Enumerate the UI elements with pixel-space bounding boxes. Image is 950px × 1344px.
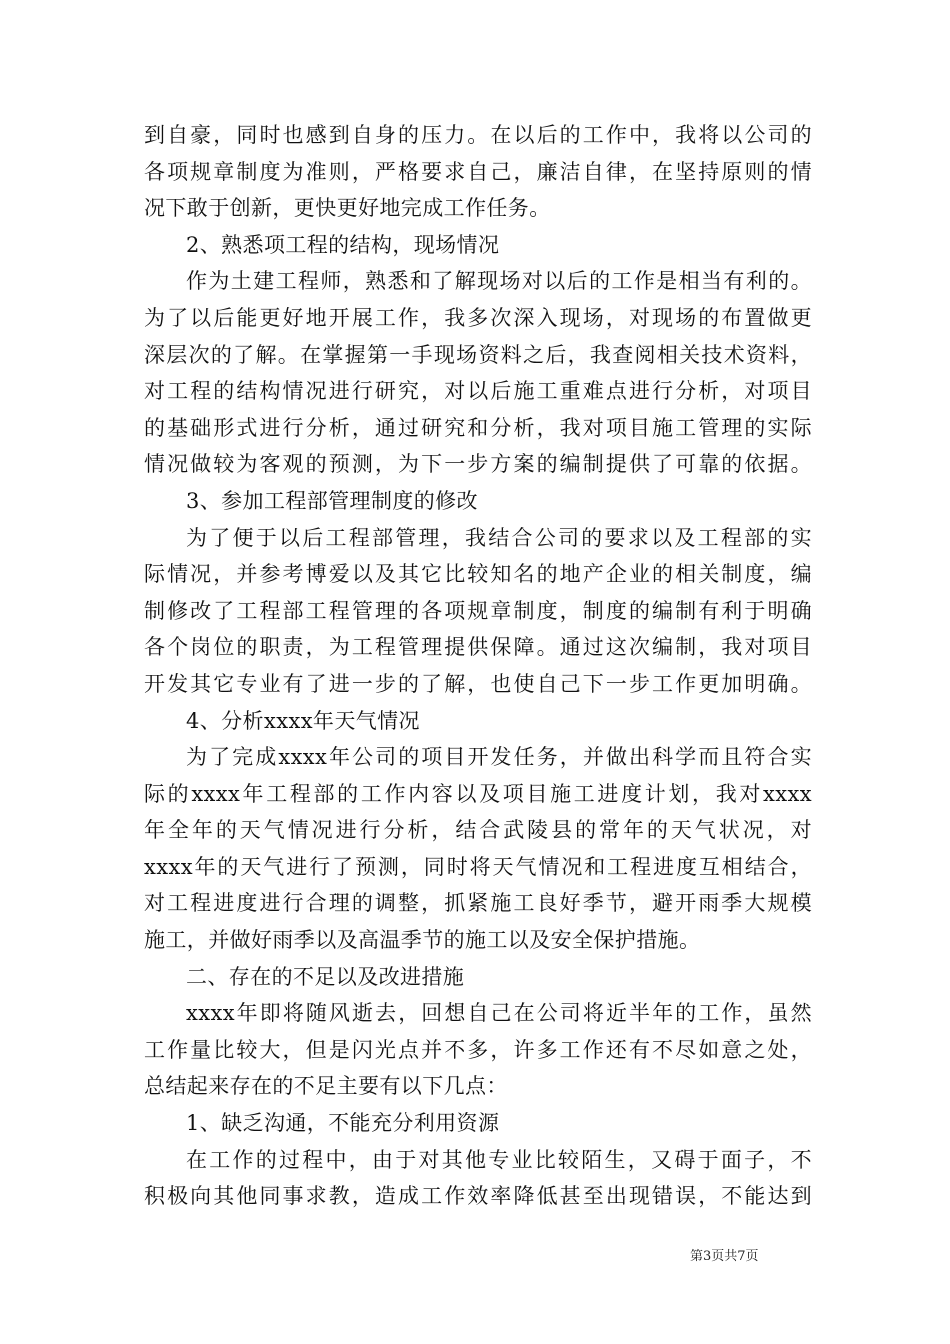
text-line: 际的xxxx年工程部的工作内容以及项目施工进度计划，我对xxxx bbox=[144, 781, 812, 806]
text-line: 制修改了工程部工程管理的各项规章制度，制度的编制有利于明确 bbox=[144, 598, 812, 623]
text-line: 4、分析xxxx年天气情况 bbox=[186, 708, 420, 733]
text-line: xxxx年即将随风逝去，回想自己在公司将近半年的工作，虽然 bbox=[186, 1001, 812, 1026]
text-line: 对工程的结构情况进行研究，对以后施工重难点进行分析，对项目 bbox=[144, 379, 812, 404]
text-line: 深层次的了解。在掌握第一手现场资料之后，我查阅相关技术资料， bbox=[144, 342, 812, 367]
text-line: 为了完成xxxx年公司的项目开发任务，并做出科学而且符合实 bbox=[186, 745, 812, 770]
text-line: xxxx年的天气进行了预测，同时将天气情况和工程进度互相结合， bbox=[144, 854, 812, 879]
text-line: 各个岗位的职责，为工程管理提供保障。通过这次编制，我对项目 bbox=[144, 635, 812, 660]
text-line: 工作量比较大，但是闪光点并不多，许多工作还有不尽如意之处， bbox=[144, 1037, 812, 1062]
page-footer: 第3页共7页 bbox=[690, 1249, 759, 1264]
body-text bbox=[144, 117, 812, 1215]
text-line: 各项规章制度为准则，严格要求自己，廉洁自律，在坚持原则的情 bbox=[144, 159, 812, 184]
text-line: 为了便于以后工程部管理，我结合公司的要求以及工程部的实 bbox=[186, 525, 812, 550]
text-line: 对工程进度进行合理的调整，抓紧施工良好季节，避开雨季大规模 bbox=[144, 891, 812, 916]
text-line: 到自豪，同时也感到自身的压力。在以后的工作中，我将以公司的 bbox=[144, 123, 812, 147]
text-line: 作为土建工程师，熟悉和了解现场对以后的工作是相当有利的。 bbox=[186, 269, 812, 294]
text-line: 二、存在的不足以及改进措施 bbox=[186, 964, 465, 989]
text-line: 开发其它专业有了进一步的了解，也使自己下一步工作更加明确。 bbox=[144, 671, 812, 696]
text-line: 1、缺乏沟通，不能充分利用资源 bbox=[186, 1111, 500, 1136]
text-line: 施工，并做好雨季以及高温季节的施工以及安全保护措施。 bbox=[144, 928, 701, 953]
text-line: 在工作的过程中，由于对其他专业比较陌生，又碍于面子，不 bbox=[186, 1147, 812, 1172]
text-line: 3、参加工程部管理制度的修改 bbox=[186, 488, 478, 513]
text-line: 2、熟悉项工程的结构，现场情况 bbox=[186, 232, 500, 257]
text-line: 为了以后能更好地开展工作，我多次深入现场，对现场的布置做更 bbox=[144, 305, 812, 330]
text-line: 况下敢于创新，更快更好地完成工作任务。 bbox=[144, 196, 551, 221]
text-line: 年全年的天气情况进行分析，结合武陵县的常年的天气状况，对 bbox=[144, 818, 812, 843]
text-line: 总结起来存在的不足主要有以下几点： bbox=[144, 1074, 508, 1099]
text-line: 际情况，并参考博爱以及其它比较知名的地产企业的相关制度，编 bbox=[144, 562, 812, 587]
text-line: 情况做较为客观的预测，为下一步方案的编制提供了可靠的依据。 bbox=[144, 452, 812, 477]
text-line: 的基础形式进行分析，通过研究和分析，我对项目施工管理的实际 bbox=[144, 415, 812, 440]
text-line: 积极向其他同事求教，造成工作效率降低甚至出现错误，不能达到 bbox=[144, 1184, 812, 1209]
